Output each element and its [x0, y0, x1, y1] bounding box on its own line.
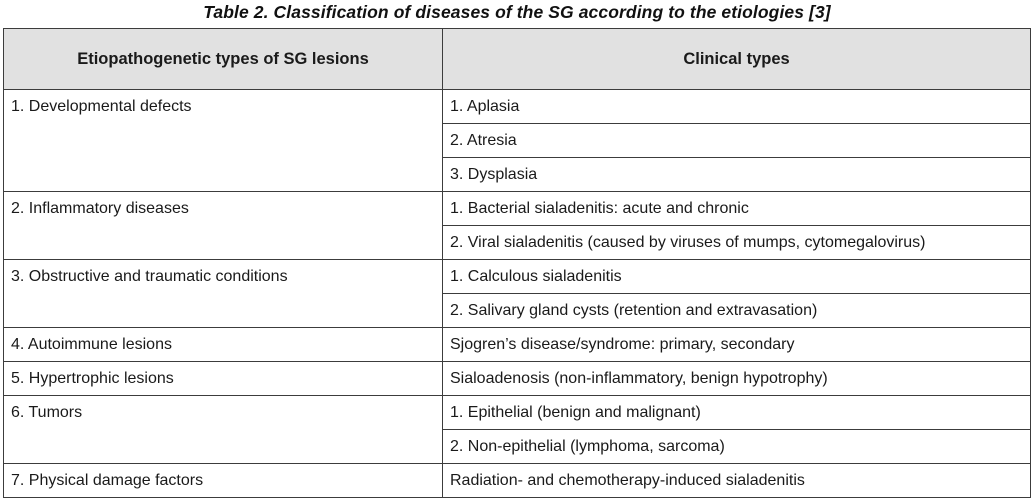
table-row	[4, 464, 1031, 498]
clinical-type-cell: 2. Atresia	[443, 124, 1031, 158]
clinical-type-cell: Radiation- and chemotherapy-induced sialadenitis	[443, 464, 1031, 498]
table-row	[4, 362, 1031, 396]
etiopathogenetic-type-cell: 7. Physical damage factors	[4, 464, 443, 498]
etiopathogenetic-type-cell: 6. Tumors	[4, 396, 443, 464]
clinical-type-cell: Sialoadenosis (non-inflammatory, benign hypotrophy)	[443, 362, 1031, 396]
table-row	[4, 90, 1031, 124]
table-row	[4, 260, 1031, 294]
table-row	[4, 396, 1031, 430]
table-row	[4, 328, 1031, 362]
clinical-type-cell: 1. Calculous sialadenitis	[443, 260, 1031, 294]
header-row	[4, 29, 1031, 90]
header-etiopathogenetic-types: Etiopathogenetic types of SG lesions	[4, 29, 443, 90]
clinical-type-cell: 2. Viral sialadenitis (caused by viruses of mumps, cytomegalovirus)	[443, 226, 1031, 260]
clinical-type-cell: 2. Salivary gland cysts (retention and extravasation)	[443, 294, 1031, 328]
clinical-type-cell: 1. Epithelial (benign and malignant)	[443, 396, 1031, 430]
clinical-type-cell: 1. Aplasia	[443, 90, 1031, 124]
table-caption: Table 2. Classification of diseases of the SG according to the etiologies [3]	[203, 2, 831, 22]
etiopathogenetic-type-cell: 2. Inflammatory diseases	[4, 192, 443, 260]
etiopathogenetic-type-cell: 3. Obstructive and traumatic conditions	[4, 260, 443, 328]
clinical-type-cell: 1. Bacterial sialadenitis: acute and chronic	[443, 192, 1031, 226]
classification-table	[3, 28, 1031, 498]
clinical-type-cell: Sjogren’s disease/syndrome: primary, secondary	[443, 328, 1031, 362]
etiopathogenetic-type-cell: 5. Hypertrophic lesions	[4, 362, 443, 396]
clinical-type-cell: 3. Dysplasia	[443, 158, 1031, 192]
etiopathogenetic-type-cell: 4. Autoimmune lesions	[4, 328, 443, 362]
etiopathogenetic-type-cell: 1. Developmental defects	[4, 90, 443, 192]
header-clinical-types: Clinical types	[443, 29, 1031, 90]
clinical-type-cell: 2. Non-epithelial (lymphoma, sarcoma)	[443, 430, 1031, 464]
table-row	[4, 192, 1031, 226]
